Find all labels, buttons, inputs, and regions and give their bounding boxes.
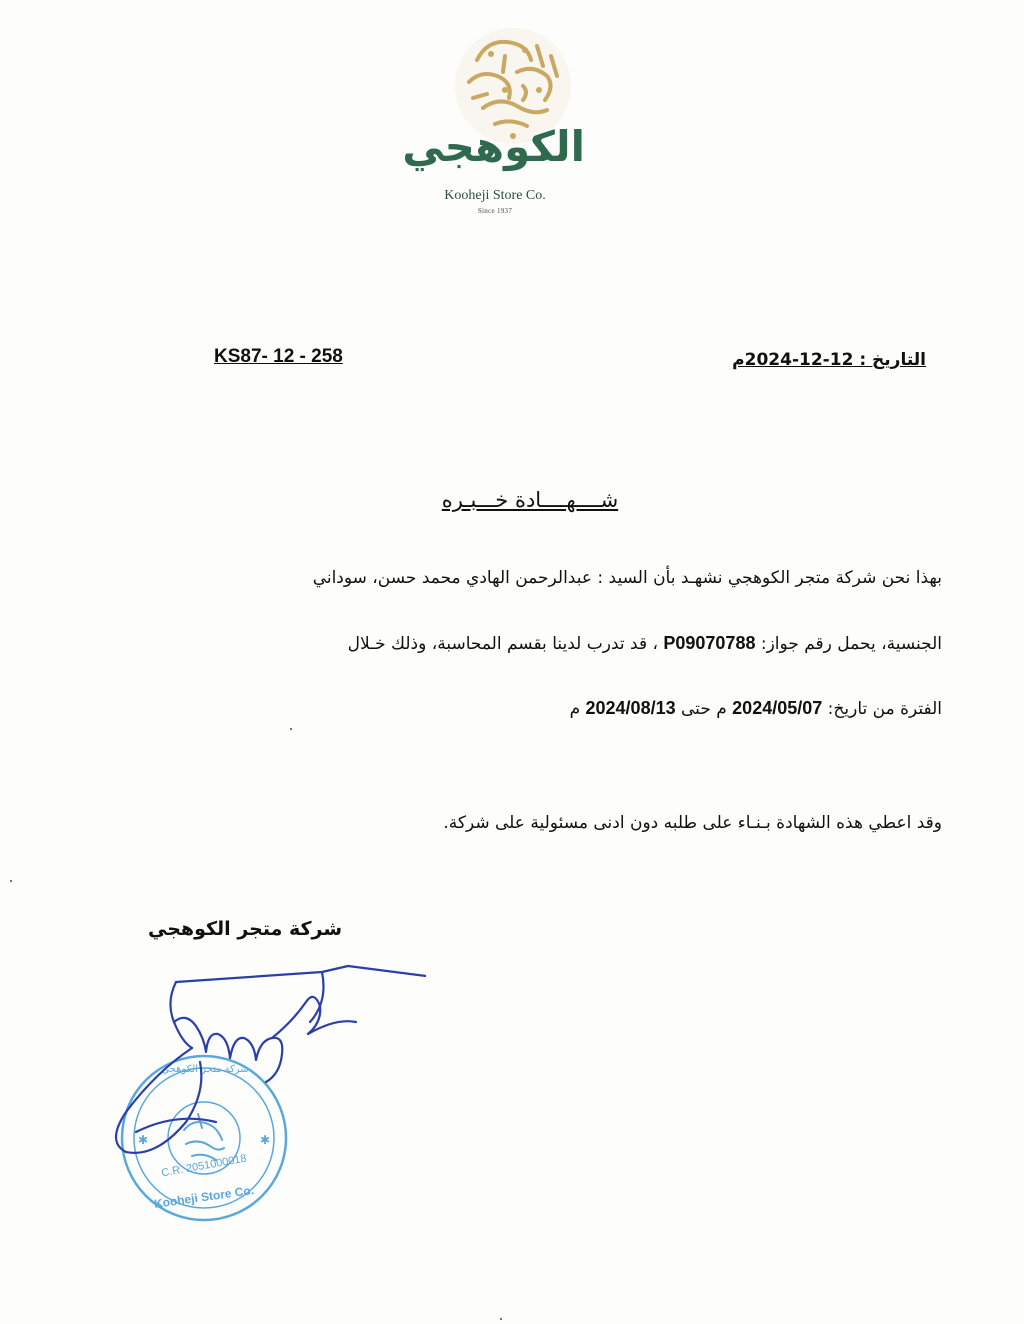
svg-text:✱: ✱: [138, 1133, 149, 1147]
letter-date: التاريخ : 12-12-2024م: [732, 350, 926, 370]
period-suffix: م: [569, 699, 581, 719]
reference-number: KS87- 12 - 258: [214, 346, 343, 367]
handwritten-signature-icon: [96, 962, 426, 1162]
signatory-company: شركة متجر الكوهجي: [148, 918, 343, 940]
logo-english-name: Kooheji Store Co.: [444, 188, 546, 203]
svg-text:✱: ✱: [260, 1133, 271, 1147]
body-line-2: [142, 633, 942, 654]
stamp-company-name: Kooheji Store Co.: [153, 1183, 255, 1211]
stamp-cr-number: C.R. 2051000018: [160, 1152, 248, 1180]
from-date: 2024/05/07: [732, 698, 823, 718]
to-date: 2024/08/13: [585, 698, 676, 718]
scan-speck: [10, 880, 12, 882]
body-line-2-start: الجنسية، يحمل رقم جواز:: [760, 634, 942, 654]
scan-speck: [500, 1318, 502, 1320]
document-title: شــــهــــادة خـــبـره: [441, 488, 619, 512]
company-logo: [402, 14, 585, 215]
period-until: م حتى: [681, 699, 727, 719]
period-label: الفترة من تاريخ:: [827, 699, 942, 719]
body-line-2-end: ، قد تدرب لدينا بقسم المحاسبة، وذلك خـلال: [347, 634, 658, 654]
logo-arabic-name: الكوهجي: [402, 122, 585, 171]
body-line-1: بهذا نحن شركة متجر الكوهجي نشهـد بأن السيد : عبدالرحمن الهادي محمد حسن، سوداني: [312, 568, 942, 588]
passport-number: P09070788: [663, 633, 756, 653]
closing-statement: وقد اعطي هذه الشهادة بـنـاء على طلبه دون ادنى مسئولية على شركة.: [443, 813, 942, 833]
scan-speck: [290, 728, 292, 730]
stamp-arabic-text: شركة متجر الكوهجي: [161, 1064, 249, 1075]
logo-since: Since 1937: [477, 207, 513, 215]
body-line-3: [142, 698, 942, 719]
